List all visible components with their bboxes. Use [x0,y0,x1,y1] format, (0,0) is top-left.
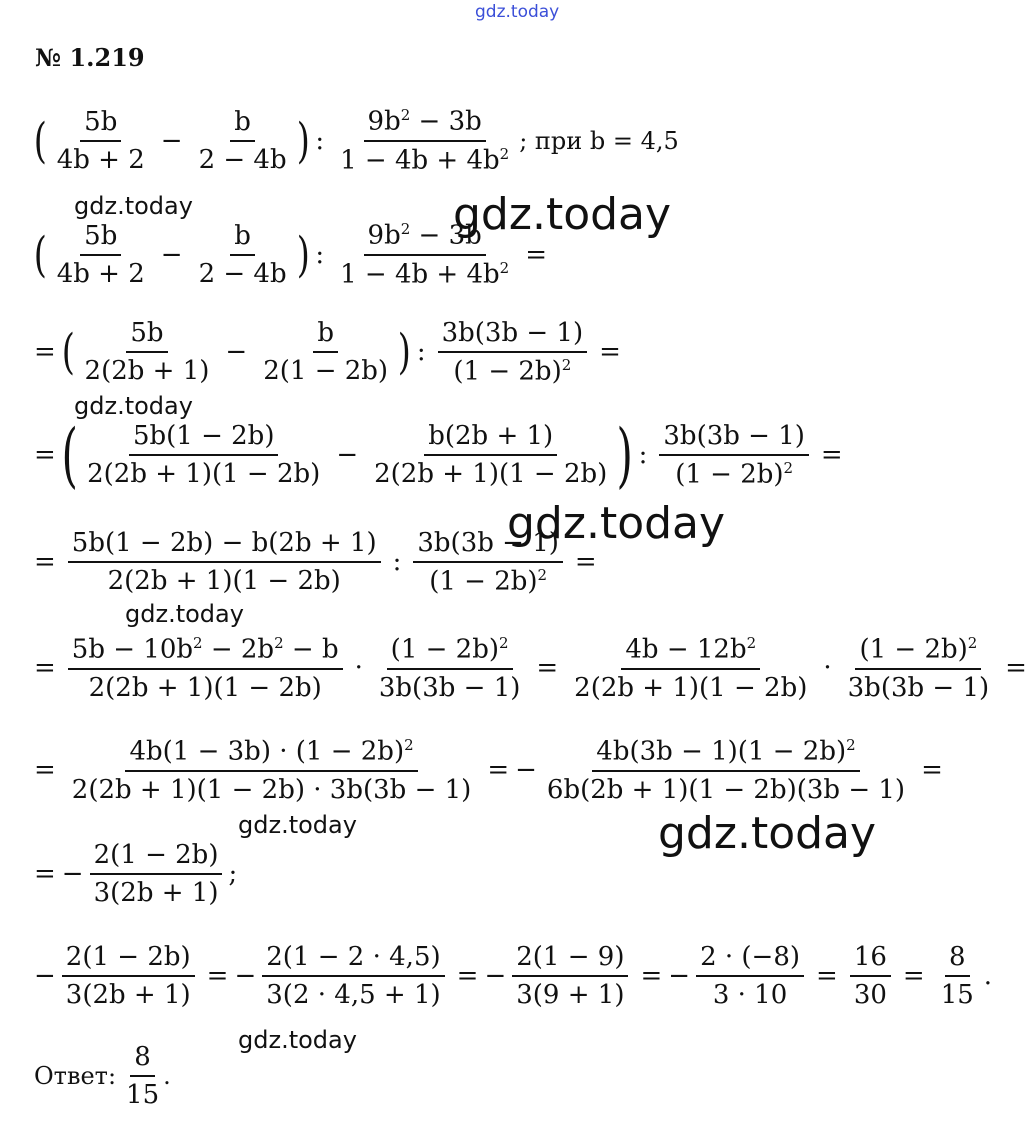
answer: Ответ: $\frac{8}{15}$ . [34,1042,171,1110]
answer-label: Ответ: [34,1062,117,1090]
watermark-top: gdz.today [475,2,560,22]
condition-expression: ( $\frac{5b}{4b + 2}$ − $\frac{b}{2 - 4b}$ ) : $\frac{9b^2 - 3b}{1 - 4b + 4b^2}$ ; при b = 4,5 [33,106,679,176]
watermark-large: gdz.today [453,189,672,240]
answer-numerator: 8 [130,1042,155,1077]
solution-step: = $\frac{4b(1 - 3b) \cdot (1 - 2b)^2}{2(2b + 1)(1 - 2b) \cdot 3b(3b - 1)}$ = − $\frac{4b(3b - 1)(1 - 2b)^2}{6b(2b + 1)(1 - 2b)(3b - 1)}$ = [34,736,943,805]
condition-value: ; при b = 4,5 [519,126,679,155]
substitution-step: − $\frac{2(1 - 2b)}{3(2b + 1)}$ = − $\frac{2(1 - 2 \cdot 4,5)}{3(2 \cdot 4,5 + 1)}$ = − $\frac{2(1 - 9)}{3(9 + 1)}$ = − $\frac{2 \cdot (-8)}{3 \cdot 10}$ = $\frac{16}{30}$ = $\frac{8}{15}$ . [34,942,993,1010]
watermark-small: gdz.today [74,392,193,420]
solution-step: = $\frac{5b - 10b^2 - 2b^2 - b}{2(2b + 1)(1 - 2b)}$ · $\frac{(1 - 2b)^2}{3b(3b - 1)}$ = $\frac{4b - 12b^2}{2(2b + 1)(1 - 2b)}$ · $\frac{(1 - 2b)^2}{3b(3b - 1)}$ = [34,634,1027,703]
watermark-small: gdz.today [238,811,357,839]
solution-step: = ( $\frac{5b(1 - 2b)}{2(2b + 1)(1 - 2b)}$ − $\frac{b(2b + 1)}{2(2b + 1)(1 - 2b)}$ ) : $\frac{3b(3b - 1)}{(1 - 2b)^2}$ = [34,414,843,496]
watermark-small: gdz.today [74,192,193,220]
answer-denominator: 15 [126,1080,160,1110]
solution-step: = $\frac{5b(1 - 2b) - b(2b + 1)}{2(2b + 1)(1 - 2b)}$ : $\frac{3b(3b - 1)}{(1 - 2b)^2}$ = [34,528,597,597]
watermark-small: gdz.today [238,1026,357,1054]
problem-number: № 1.219 [35,43,145,72]
watermark-small: gdz.today [125,600,244,628]
watermark-large: gdz.today [658,808,877,859]
solution-step: ( $\frac{5b}{4b + 2}$ − $\frac{b}{2 - 4b}$ ) : $\frac{9b^2 - 3b}{1 - 4b + 4b^2}$ = [33,220,548,290]
solution-step: = ( $\frac{5b}{2(2b + 1)}$ − $\frac{b}{2(1 - 2b)}$ ) : $\frac{3b(3b - 1)}{(1 - 2b)^2}$ = [34,318,621,387]
solution-step: = − $\frac{2(1 - 2b)}{3(2b + 1)}$ ; [34,840,238,908]
watermark-large: gdz.today [507,498,726,549]
